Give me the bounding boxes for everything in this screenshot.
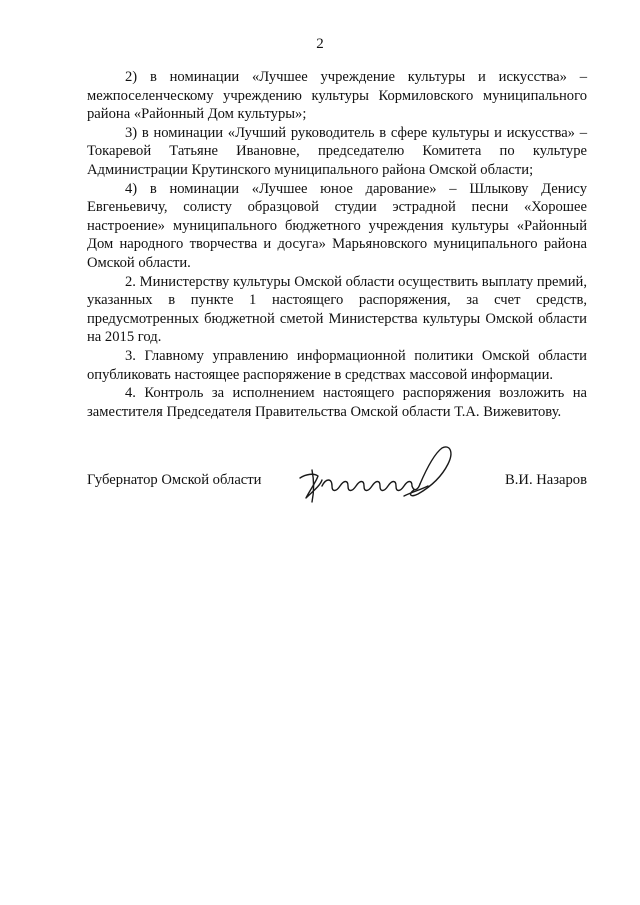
paragraph-item-4: 4. Контроль за исполнением настоящего распоряжения возложить на заместителя Председателя Правительства Омской области Т.А. Вижевитову. bbox=[87, 385, 587, 420]
paragraph-nomination-4: 4) в номинации «Лучшее юное дарование» – Шлыкову Денису Евгеньевичу, солисту образцовой студии эстрадной песни «Хорошее настроение» муниципального бюджетного учреждения культуры «Районный Дом народного творчества и досуга» Марьяновского муниципального района Омской области. bbox=[87, 180, 587, 271]
document-body bbox=[87, 68, 587, 421]
signatory-name: В.И. Назаров bbox=[505, 472, 587, 488]
paragraph-item-2: 2. Министерству культуры Омской области осуществить выплату премий, указанных в пункте 1 настоящего распоряжения, за счет средств, предусмотренных бюджетной сметой Министерства культуры Омской области на 2015 год. bbox=[87, 273, 587, 346]
paragraph-nomination-2: 2) в номинации «Лучшее учреждение культуры и искусства» – межпоселенческому учреждению культуры Кормиловского муниципального района «Районный Дом культуры»; bbox=[87, 69, 587, 123]
paragraph-item-3: 3. Главному управлению информационной политики Омской области опубликовать настоящее распоряжение в средствах массовой информации. bbox=[87, 347, 587, 383]
signatory-position: Губернатор Омской области bbox=[87, 472, 262, 488]
page-number: 2 bbox=[316, 36, 324, 52]
signature-block bbox=[87, 440, 587, 530]
handwritten-signature bbox=[292, 440, 462, 510]
paragraph-nomination-3: 3) в номинации «Лучший руководитель в сфере культуры и искусства» – Токаревой Татьяне Ивановне, председателю Комитета по культуре Администрации Крутинского муниципального района Омской области; bbox=[87, 124, 587, 178]
